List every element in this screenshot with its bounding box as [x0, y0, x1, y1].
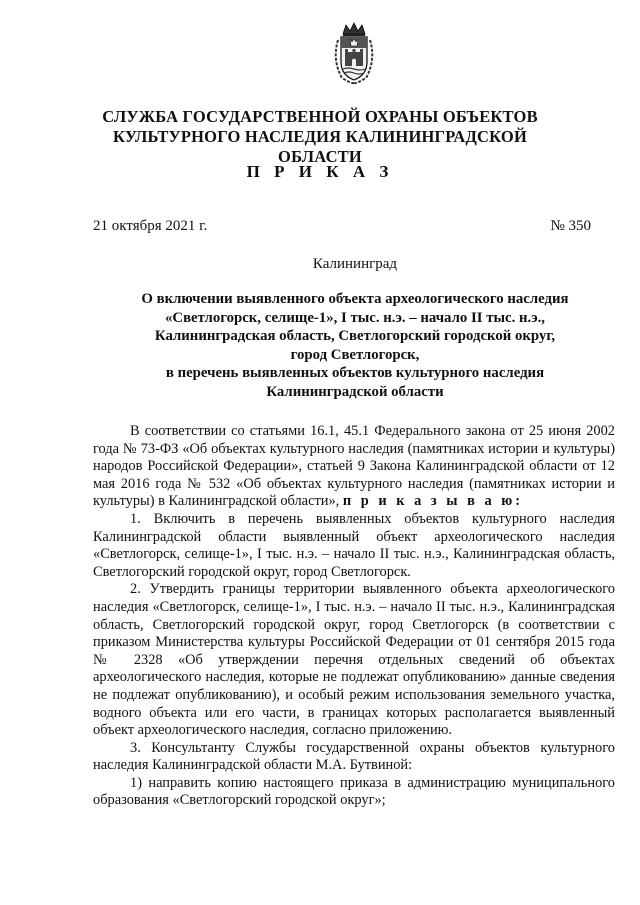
order-number: № 350 — [550, 218, 591, 234]
order-keyword: п р и к а з ы в а ю: — [342, 493, 524, 510]
title-line: Калининградской области — [266, 383, 444, 400]
order-date: 21 октября 2021 г. — [93, 218, 208, 234]
title-line: О включении выявленного объекта археологического наследия — [141, 291, 569, 307]
item-3-1: 1) направить копию настоящего приказа в администрацию муниципального образования «Светлогорский городской округ»; — [93, 774, 615, 809]
item-3: 3. Консультанту Службы государственной охраны объектов культурного наследия Калининградской области М.А. Бутвиной: — [93, 739, 615, 774]
item-2: 2. Утвердить границы территории выявленного объекта археологического наследия «Светлогорск, селище-1», I тыс. н.э. – начало II тыс. н.э., Калининградская область, Светлогорский городской округ, город Светлогорск (в соответствии с приказом Министерства культуры Российской Федерации от 01 сентября 2015 года № 2328 «Об утверждении перечня отдельных сведений об объектах археологического наследия, которые не подлежат опубликованию» данные сведения не подлежат опубликованию), и особый режим использования земельного участка, водного объекта или его части, в границах которых располагается выявленный объект археологического наследия, согласно приложению. — [93, 581, 615, 739]
title-line: город Светлогорск, — [290, 346, 420, 363]
document-type: П Р И К А З — [246, 162, 394, 181]
agency-name-line1: СЛУЖБА ГОСУДАРСТВЕННОЙ ОХРАНЫ ОБЪЕКТОВ — [102, 107, 538, 126]
order-title — [100, 290, 610, 402]
item-1: 1. Включить в перечень выявленных объектов культурного наследия Калининградской области выявленный объект археологического наследия «Светлогорск, селище-1», I тыс. н.э. – начало II тыс. н.э., Калининградская область, Светлогорский городской округ, город Светлогорск. — [93, 510, 615, 580]
title-line: в перечень выявленных объектов культурного наследия — [165, 365, 545, 382]
agency-name-line2: КУЛЬТУРНОГО НАСЛЕДИЯ КАЛИНИНГРАДСКОЙ ОБЛАСТИ — [113, 127, 527, 166]
preamble-paragraph — [93, 423, 615, 511]
order-city: Калининград — [312, 256, 398, 272]
kaliningrad-coat-of-arms-icon — [326, 20, 382, 86]
preamble-text: В соответствии со статьями 16.1, 45.1 Федерального закона от 25 июня 2002 года № 73-ФЗ «Об объектах культурного наследия (памятниках истории и культуры) народов Российской Федерации», статьей 9 Закона Калининградской области от 12 мая 2016 года № 532 «Об объектах культурного наследия (памятниках истории и культуры) в Калининградской области», — [93, 423, 615, 510]
title-line: «Светлогорск, селище-1», I тыс. н.э. – начало II тыс. н.э., — [164, 309, 546, 326]
order-body — [93, 423, 615, 810]
title-line: Калининградская область, Светлогорский городской округ, — [154, 328, 556, 345]
